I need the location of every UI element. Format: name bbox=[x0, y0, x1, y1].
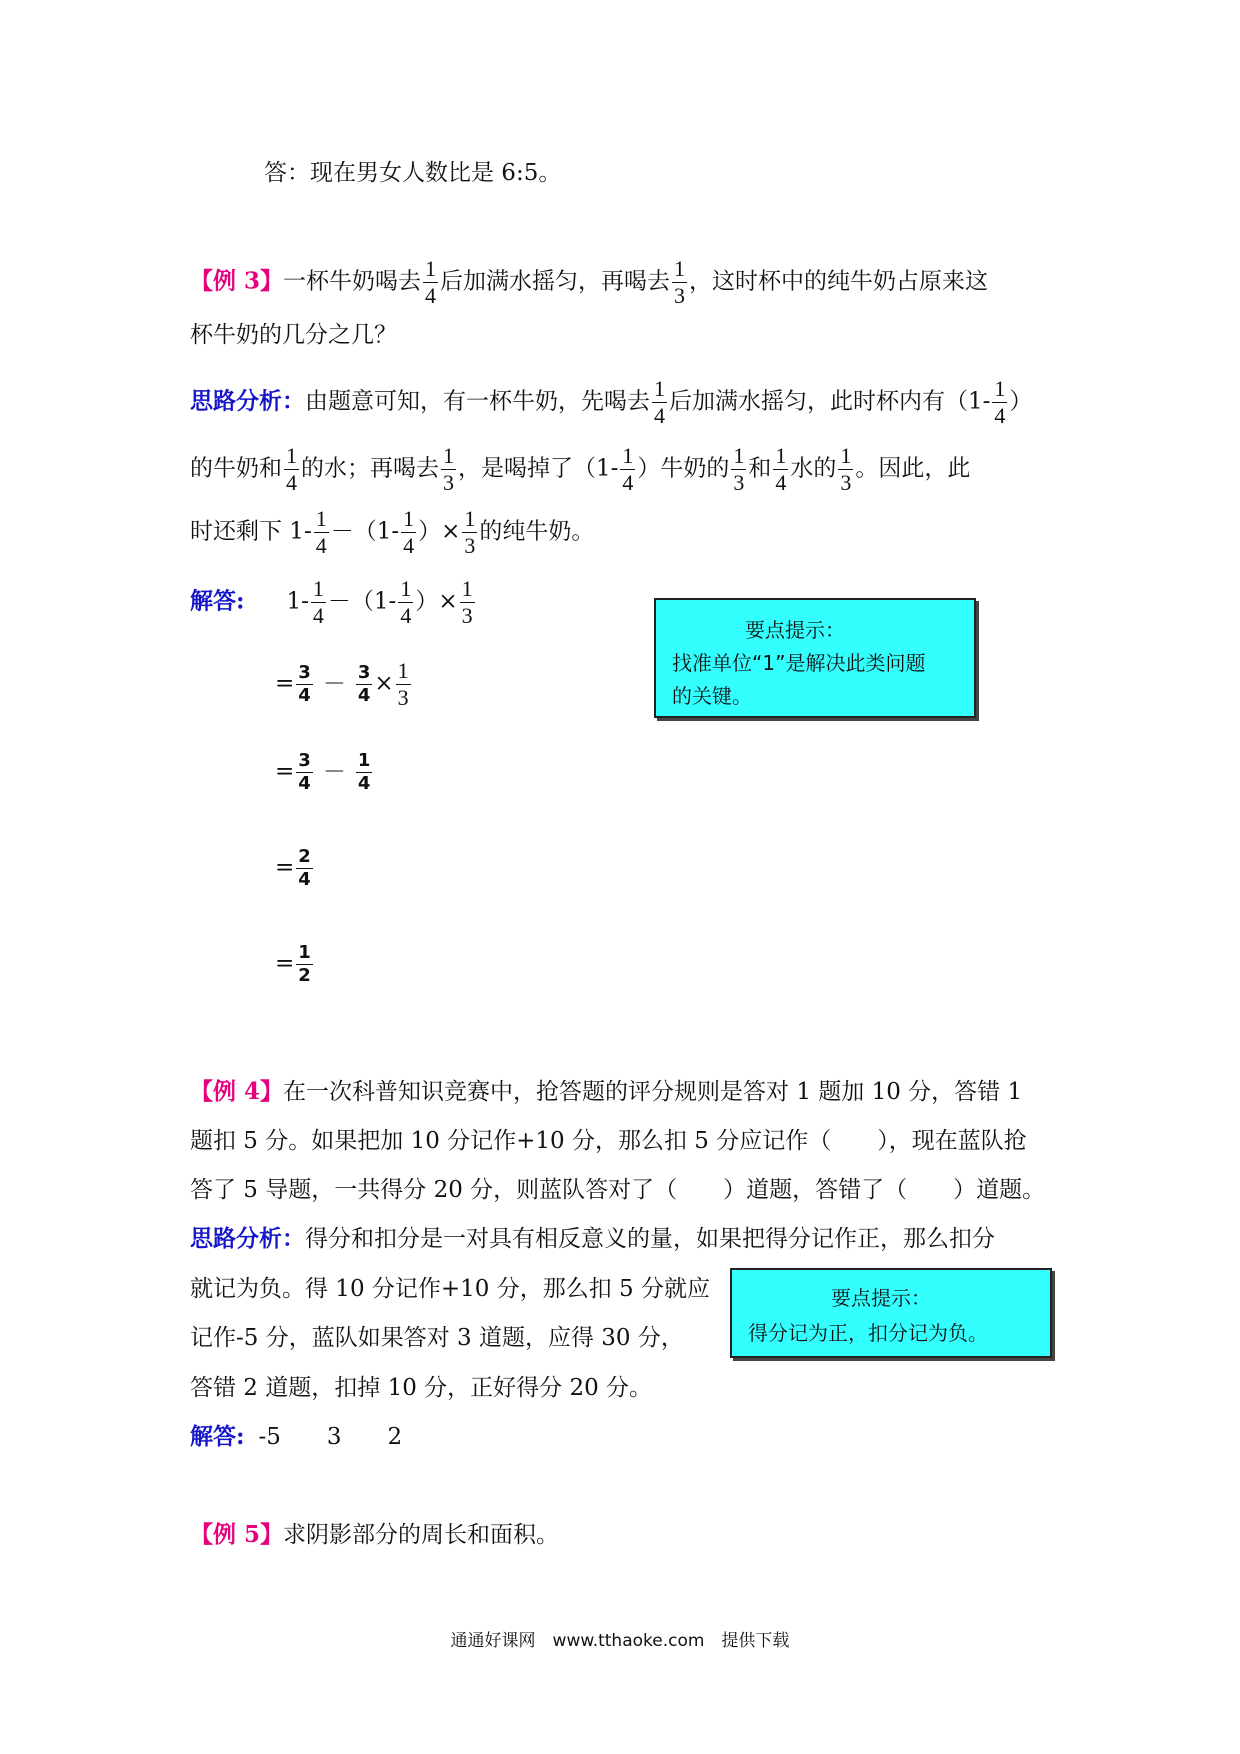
hint-text-line1: 得分记为正，扣分记为负。 bbox=[748, 1321, 988, 1345]
ex3-solution-step2: = $\frac{3}{4}$ － $\frac{3}{4}$ × $\frac{1}{3}$ bbox=[275, 658, 409, 710]
ex4-hint-box bbox=[730, 1268, 1052, 1358]
fraction-1-4: $\frac{1}{4}$ bbox=[312, 576, 324, 628]
ex4-solution-line bbox=[190, 1422, 402, 1452]
ex3-hint-box bbox=[654, 598, 976, 718]
ex3-question-line1: 【例 3】一杯牛奶喝去 $\frac{1}{4}$ 后加满水摇匀，再喝去 $\frac{1}{3}$ ，这时杯中的纯牛奶占原来这 bbox=[190, 256, 989, 308]
fraction-1-4: $\frac{1}{4}$ bbox=[400, 576, 412, 628]
ex4-analysis-line2: 就记为负。得 10 分记作+10 分，那么扣 5 分就应 bbox=[190, 1276, 710, 1302]
ex3-analysis-line1: 思路分析：由题意可知，有一杯牛奶，先喝去 $\frac{1}{4}$ 后加满水摇匀，此时杯内有（1- $\frac{1}{4}$ ） bbox=[190, 376, 1033, 428]
fraction-1-3: $\frac{1}{3}$ bbox=[674, 256, 686, 308]
page-footer: 通通好课网 www.tthaoke.com 提供下载 bbox=[450, 1631, 790, 1651]
fraction-1-2: $\frac{1}{2}$ bbox=[298, 942, 311, 986]
fraction-1-4: $\frac{1}{4}$ bbox=[315, 506, 327, 558]
ex3-solution-step3: = $\frac{3}{4}$ － $\frac{1}{4}$ bbox=[275, 750, 371, 794]
ex4-analysis-line1: 思路分析：得分和扣分是一对具有相反意义的量，如果把得分记作正，那么扣分 bbox=[190, 1225, 995, 1252]
fraction-3-4: $\frac{3}{4}$ bbox=[298, 750, 311, 794]
hint-title: 要点提示： bbox=[745, 618, 845, 642]
fraction-1-4: $\frac{1}{4}$ bbox=[286, 443, 297, 495]
fraction-1-3: $\frac{1}{3}$ bbox=[464, 506, 476, 558]
ex5-question: 【例 5】求阴影部分的周长和面积。 bbox=[190, 1521, 560, 1548]
fraction-1-3: $\frac{1}{3}$ bbox=[397, 658, 409, 710]
ex3-tag: 【例 3】 bbox=[190, 267, 284, 295]
solution-label: 解答: bbox=[190, 1423, 245, 1450]
fraction-1-4: $\frac{1}{4}$ bbox=[775, 443, 787, 495]
fraction-1-4: $\frac{1}{4}$ bbox=[403, 506, 415, 558]
fraction-3-4: $\frac{3}{4}$ bbox=[357, 662, 371, 706]
fraction-2-4: $\frac{2}{4}$ bbox=[298, 846, 311, 890]
analysis-label: 思路分析： bbox=[190, 387, 305, 415]
ex5-tag: 【例 5】 bbox=[190, 1521, 284, 1548]
ex3-solution-step4: = $\frac{2}{4}$ bbox=[275, 846, 311, 890]
fraction-1-4: $\frac{1}{4}$ bbox=[994, 376, 1006, 428]
fraction-1-3: $\frac{1}{3}$ bbox=[443, 443, 454, 495]
ex4-analysis-line3: 记作-5 分，蓝队如果答对 3 道题，应得 30 分， bbox=[190, 1325, 684, 1351]
analysis-label: 思路分析： bbox=[190, 1225, 305, 1252]
ex3-analysis-line2: 的牛奶和 $\frac{1}{4}$ 的水；再喝去 $\frac{1}{3}$ ，是喝掉了（1- $\frac{1}{4}$ ）牛奶的 $\frac{1}{3}$ 和 $\frac{1}{4}$ 水的 $\frac{1}{3}$ 。因此，此 bbox=[190, 443, 971, 495]
solution-label: 解答: bbox=[190, 587, 245, 615]
hint-text-line2: 的关键。 bbox=[672, 684, 752, 708]
fraction-1-3: $\frac{1}{3}$ bbox=[461, 576, 473, 628]
ex4-analysis-line4: 答错 2 道题，扣掉 10 分，正好得分 20 分。 bbox=[190, 1375, 653, 1401]
ex3-solution-step5: = $\frac{1}{2}$ bbox=[275, 942, 311, 986]
fraction-1-3: $\frac{1}{3}$ bbox=[733, 443, 745, 495]
ex3-question-line2: 杯牛奶的几分之几？ bbox=[190, 322, 397, 348]
ex4-question-line3: 答了 5 导题，一共得分 20 分，则蓝队答对了（ ）道题，答错了（ ）道题。 bbox=[190, 1177, 1046, 1203]
fraction-1-4: $\frac{1}{4}$ bbox=[357, 750, 371, 794]
ex4-tag: 【例 4】 bbox=[190, 1078, 284, 1105]
ex3-analysis-line3: 时还剩下 1- $\frac{1}{4}$ －（1- $\frac{1}{4}$ ）× $\frac{1}{3}$ 的纯牛奶。 bbox=[190, 506, 595, 558]
hint-title: 要点提示： bbox=[831, 1286, 931, 1310]
hint-text-line1: 找准单位“1”是解决此类问题 bbox=[672, 651, 926, 675]
fraction-1-4: $\frac{1}{4}$ bbox=[654, 376, 665, 428]
fraction-1-4: $\frac{1}{4}$ bbox=[622, 443, 634, 495]
previous-answer: 答：现在男女人数比是 6:5。 bbox=[264, 160, 562, 186]
ex4-solution-values: -5 3 2 bbox=[258, 1424, 403, 1450]
ex4-question-line1: 【例 4】在一次科普知识竞赛中，抢答题的评分规则是答对 1 题加 10 分，答错 1 bbox=[190, 1078, 1023, 1105]
ex3-solution-line1: 解答: 1- $\frac{1}{4}$ －（1- $\frac{1}{4}$ ）× $\frac{1}{3}$ bbox=[190, 576, 473, 628]
fraction-1-4: $\frac{1}{4}$ bbox=[425, 256, 437, 308]
fraction-1-3: $\frac{1}{3}$ bbox=[840, 443, 852, 495]
ex4-question-line2: 题扣 5 分。如果把加 10 分记作+10 分，那么扣 5 分应记作（ ），现在蓝队抢 bbox=[190, 1128, 1027, 1154]
fraction-3-4: $\frac{3}{4}$ bbox=[298, 662, 311, 706]
